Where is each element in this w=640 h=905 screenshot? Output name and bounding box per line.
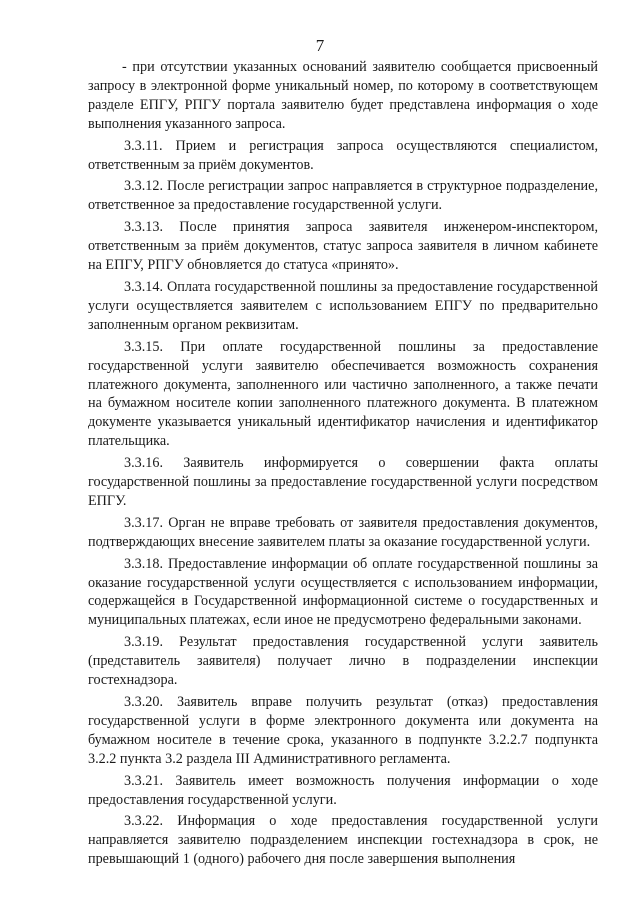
paragraph-3-3-15: 3.3.15. При оплате государственной пошлины за предоставление государственной услуги заявителю обеспечивается возможность сохранения платежного документа, заполненного или частично заполненного, а также печати на бумажном носителе копии заполненного платежного документа. В платежном документе указывается уникальный идентификатор начисления и идентификатор плательщика. (88, 338, 598, 450)
paragraph-3-3-14: 3.3.14. Оплата государственной пошлины за предоставление государственной услуги осуществляется заявителем с использованием ЕПГУ по предварительно заполненным органом реквизитам. (88, 278, 598, 333)
paragraph-3-3-11: 3.3.11. Прием и регистрация запроса осуществляются специалистом, ответственным за приём документов. (88, 137, 598, 173)
paragraph-3-3-22: 3.3.22. Информация о ходе предоставления государственной услуги направляется заявителю подразделением инспекции гостехнадзора в срок, не превышающий 1 (одного) рабочего дня после завершения выполнения (88, 813, 598, 868)
paragraph-3-3-18: 3.3.18. Предоставление информации об оплате государственной пошлины за оказание государственной услуги осуществляется с использованием информации, содержащейся в Государственной информационной системе о государственных и муниципальных платежах, если иное не предусмотрено федеральными законами. (88, 555, 598, 629)
paragraph-3-3-19: 3.3.19. Результат предоставления государственной услуги заявитель (представитель заявителя) получает лично в подразделении инспекции гостехнадзора. (88, 634, 598, 689)
page-number: 7 (315, 36, 325, 55)
paragraph-no-grounds: - при отсутствии указанных оснований заявителю сообщается присвоенный запросу в электронной форме уникальный номер, по которому в соответствующем разделе ЕПГУ, РПГУ портала заявителю будет представлена информация о ходе выполнения указанного запроса. (88, 59, 598, 132)
paragraph-3-3-17: 3.3.17. Орган не вправе требовать от заявителя предоставления документов, подтверждающих внесение заявителем платы за оказание государственной услуги. (88, 514, 598, 550)
document-body (88, 58, 598, 869)
paragraph-3-3-20: 3.3.20. Заявитель вправе получить результат (отказ) предоставления государственной услуги в форме электронного документа или документа на бумажном носителе в течение срока, указанного в подпункте 3.2.2.7 подпункта 3.2.2 пункта 3.2 раздела III Административного регламента. (88, 694, 598, 767)
paragraph-3-3-13: 3.3.13. После принятия запроса заявителя инженером-инспектором, ответственным за приём документов, статус запроса заявителя в личном кабинете на ЕПГУ, РПГУ обновляется до статуса «принято». (88, 219, 598, 274)
paragraph-3-3-21: 3.3.21. Заявитель имеет возможность получения информации о ходе предоставления государственной услуги. (88, 772, 598, 808)
paragraph-3-3-16: 3.3.16. Заявитель информируется о совершении факта оплаты государственной пошлины за предоставление государственной услуги посредством ЕПГУ. (88, 455, 598, 509)
paragraph-3-3-12: 3.3.12. После регистрации запрос направляется в структурное подразделение, ответственное за предоставление государственной услуги. (88, 178, 598, 214)
